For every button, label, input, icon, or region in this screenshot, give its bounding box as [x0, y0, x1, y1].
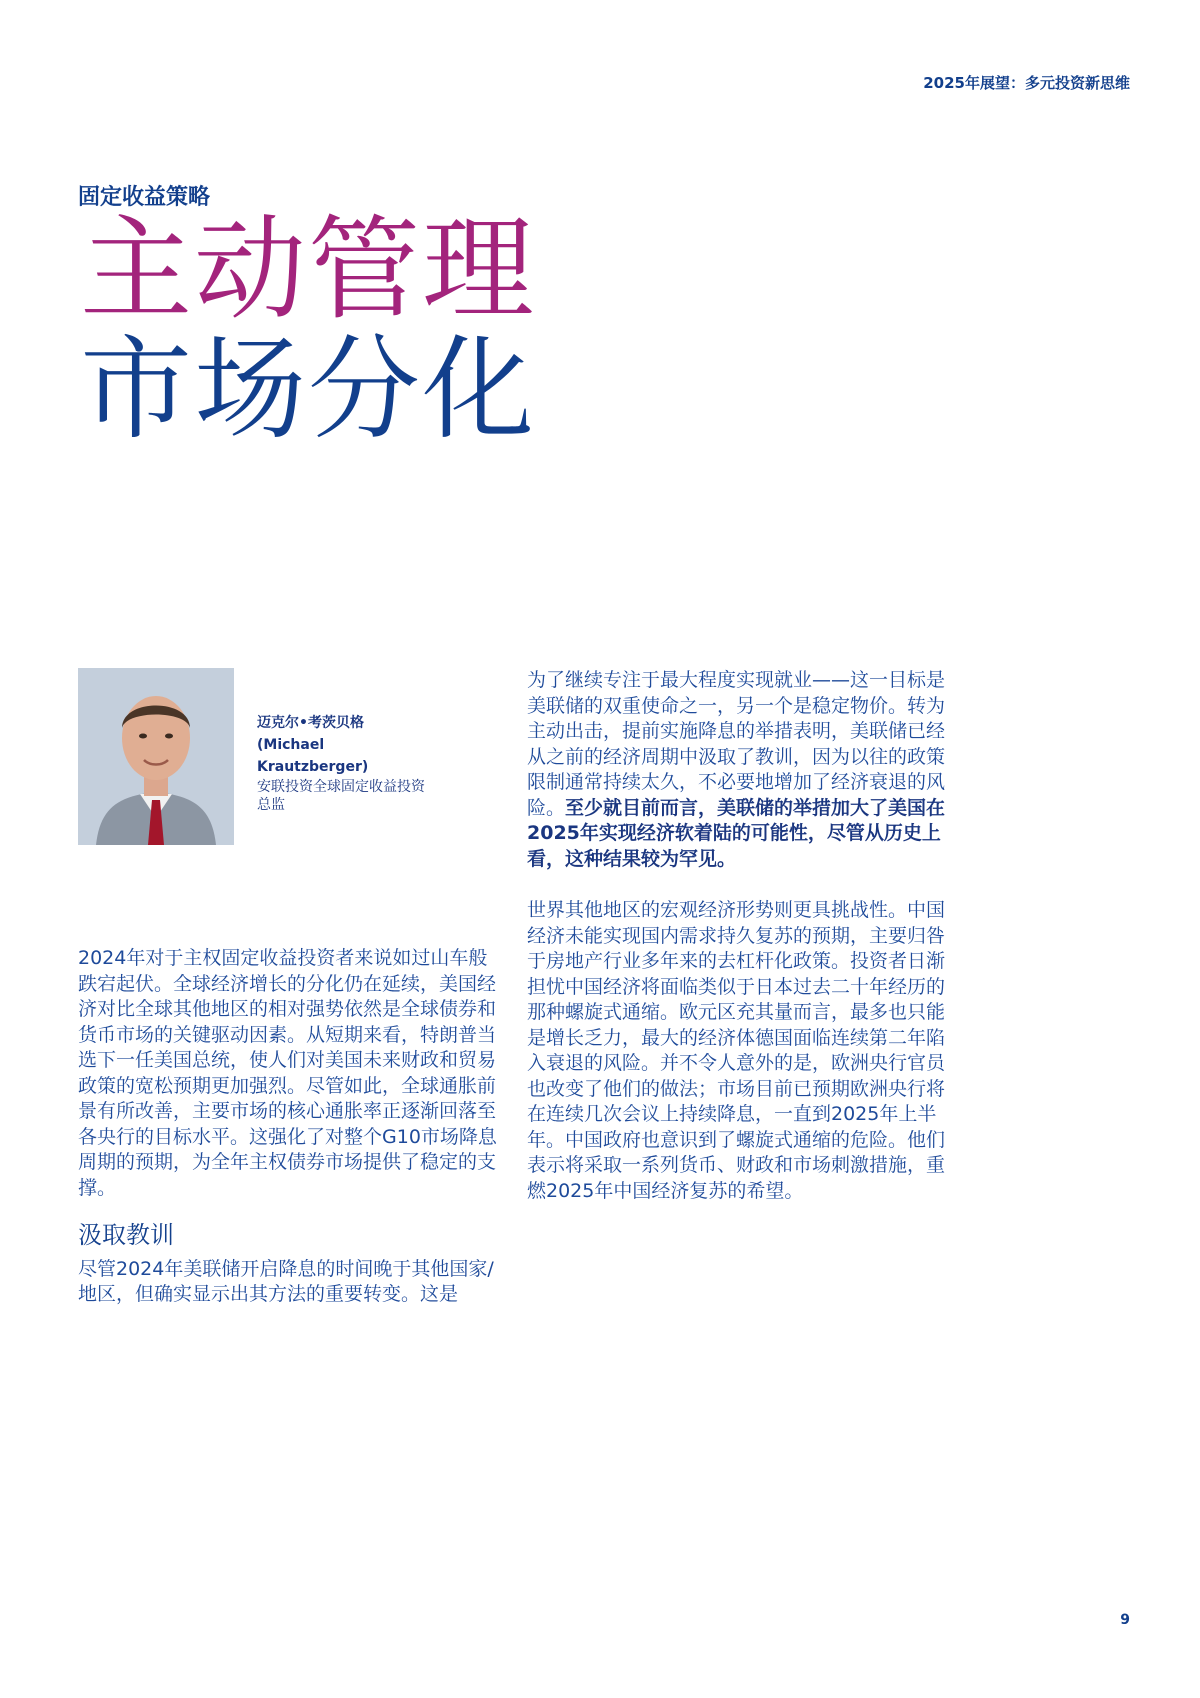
author-name-en: (Michael Krautzberger) — [257, 737, 369, 775]
document-header-title: 2025年展望：多元投资新思维 — [923, 74, 1130, 92]
right-paragraph-1-text: 为了继续专注于最大程度实现就业——这一目标是美联储的双重使命之一，另一个是稳定物价。转为主动出击，提前实施降息的举措表明，美联储已经从之前的经济周期中汲取了教训，因为以往的政策限制通常持续太久，不必要地增加了经济衰退的风险。 — [527, 669, 946, 819]
section-label: 固定收益策略 — [78, 185, 211, 210]
author-info — [257, 712, 437, 814]
left-paragraph-1: 2024年对于主权固定收益投资者来说如过山车般跌宕起伏。全球经济增长的分化仍在延续，美国经济对比全球其他地区的相对强势依然是全球债券和货币市场的关键驱动因素。从短期来看，特朗普当选下一任美国总统，使人们对美国未来财政和贸易政策的宽松预期更加强烈。尽管如此，全球通胀前景有所改善，主要市场的核心通胀率正逐渐回落至各央行的目标水平。这强化了对整个G10市场降息周期的预期，为全年主权债券市场提供了稳定的支撑。 — [78, 947, 497, 1199]
author-photo — [78, 668, 234, 845]
page-number: 9 — [1120, 1612, 1130, 1628]
author-name-cn: 迈克尔•考茨贝格 — [257, 715, 364, 731]
right-paragraph-1-emphasis: 至少就目前而言，美联储的举措加大了美国在2025年实现经济软着陆的可能性，尽管从历史上看，这种结果较为罕见。 — [527, 796, 946, 870]
page-title-line-1: 主动管理 — [80, 205, 536, 335]
author-role: 安联投资全球固定收益投资总监 — [257, 779, 425, 813]
left-column — [78, 946, 498, 1308]
author-portrait-image — [78, 668, 234, 845]
right-column — [527, 668, 947, 1204]
right-paragraph-1 — [527, 668, 947, 872]
left-paragraph-2: 尽管2024年美联储开启降息的时间晚于其他国家/地区，但确实显示出其方法的重要转变。这是 — [78, 1257, 494, 1305]
page-title-line-2: 市场分化 — [80, 325, 536, 455]
subheading-lessons: 汲取教训 — [78, 1221, 174, 1249]
right-paragraph-2: 世界其他地区的宏观经济形势则更具挑战性。中国经济未能实现国内需求持久复苏的预期，主要归咎于房地产行业多年来的去杠杆化政策。投资者日渐担忧中国经济将面临类似于日本过去二十年经历的那种螺旋式通缩。欧元区充其量而言，最多也只能是增长乏力，最大的经济体德国面临连续第二年陷入衰退的风险。并不令人意外的是，欧洲央行官员也改变了他们的做法；市场目前已预期欧洲央行将在连续几次会议上持续降息，一直到2025年上半年。中国政府也意识到了螺旋式通缩的危险。他们表示将采取一系列货币、财政和市场刺激措施，重燃2025年中国经济复苏的希望。 — [527, 899, 946, 1202]
